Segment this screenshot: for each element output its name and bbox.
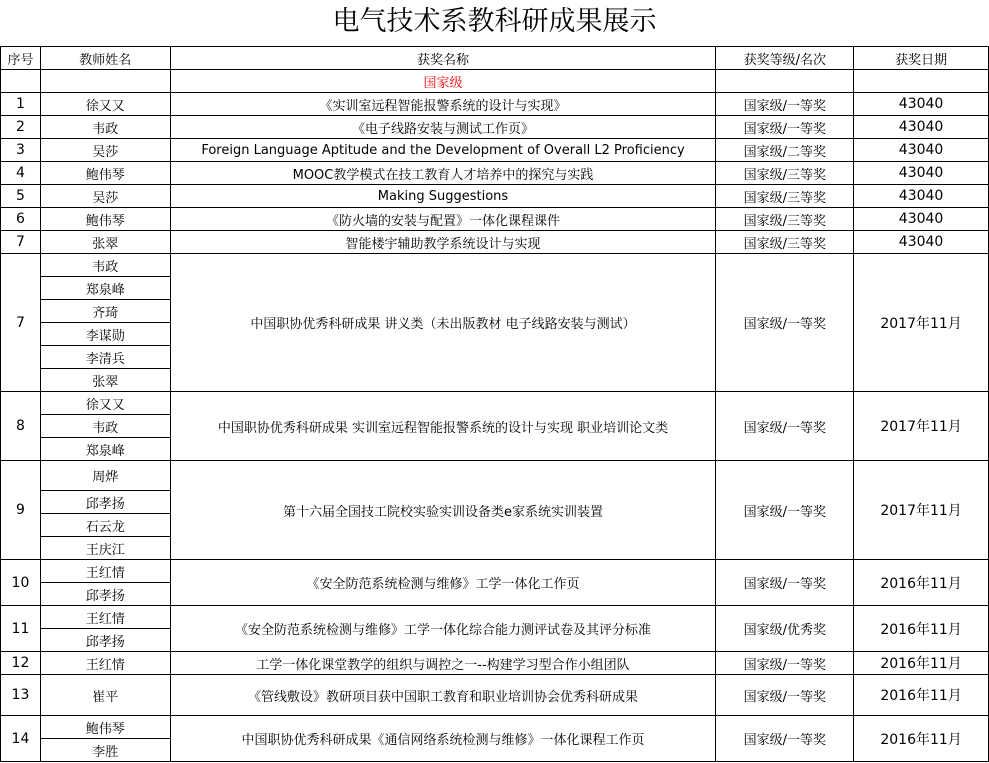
table-row (1, 606, 989, 629)
award-name: 工学一体化课堂教学的组织与调控之一--构建学习型合作小组团队 (170, 652, 716, 675)
award-name: Making Suggestions (170, 185, 716, 208)
award-name: MOOC教学模式在技工教育人才培养中的探究与实践 (170, 162, 716, 185)
teacher-name: 李胜 (40, 739, 170, 762)
award-name: 中国职协优秀科研成果《通信网络系统检测与维修》一体化课程工作页 (170, 716, 716, 762)
award-level: 国家级/二等奖 (716, 139, 854, 162)
row-index: 14 (1, 716, 41, 762)
teacher-name: 王红情 (40, 560, 170, 583)
teacher-name: 郑泉峰 (40, 438, 170, 461)
teacher-name: 邱孝扬 (40, 491, 170, 514)
award-level: 国家级/三等奖 (716, 208, 854, 231)
table-row (1, 461, 989, 491)
row-index: 8 (1, 392, 41, 461)
award-level: 国家级/一等奖 (716, 652, 854, 675)
award-name: 《实训室远程智能报警系统的设计与实现》 (170, 93, 716, 116)
teacher-name: 鲍伟琴 (40, 208, 170, 231)
teacher-name: 石云龙 (40, 514, 170, 537)
teacher-name: 韦政 (40, 254, 170, 277)
teacher-name: 王红情 (40, 652, 170, 675)
award-date: 43040 (854, 116, 989, 139)
teacher-name: 韦政 (40, 415, 170, 438)
award-name: Foreign Language Aptitude and the Development of Overall L2 Proficiency (170, 139, 716, 162)
award-date: 2016年11月 (854, 716, 989, 762)
teacher-name: 吴莎 (40, 185, 170, 208)
award-level: 国家级/一等奖 (716, 392, 854, 461)
teacher-name: 周烨 (40, 461, 170, 491)
row-index: 7 (1, 231, 41, 254)
award-level: 国家级/一等奖 (716, 716, 854, 762)
teacher-name: 徐又又 (40, 93, 170, 116)
teacher-name: 王红情 (40, 606, 170, 629)
row-index: 7 (1, 254, 41, 392)
award-date: 43040 (854, 231, 989, 254)
award-level: 国家级/一等奖 (716, 93, 854, 116)
header-row (1, 47, 989, 70)
award-name: 中国职协优秀科研成果 实训室远程智能报警系统的设计与实现 职业培训论文类 (170, 392, 716, 461)
teacher-name: 邱孝扬 (40, 583, 170, 606)
teacher-name: 郑泉峰 (40, 277, 170, 300)
table-row (1, 675, 989, 716)
teacher-name: 崔平 (40, 675, 170, 716)
table-row (1, 392, 989, 415)
award-date: 2017年11月 (854, 392, 989, 461)
teacher-name: 鲍伟琴 (40, 162, 170, 185)
table-row (1, 93, 989, 116)
teacher-name: 张翠 (40, 369, 170, 392)
teacher-name: 鲍伟琴 (40, 716, 170, 739)
award-level: 国家级/三等奖 (716, 185, 854, 208)
award-level: 国家级/一等奖 (716, 254, 854, 392)
award-date: 43040 (854, 139, 989, 162)
teacher-name: 张翠 (40, 231, 170, 254)
awards-table (0, 46, 989, 762)
section-label: 国家级 (170, 70, 716, 93)
award-name: 《防火墙的安装与配置》一体化课程课件 (170, 208, 716, 231)
table-row (1, 116, 989, 139)
award-name: 智能楼宇辅助教学系统设计与实现 (170, 231, 716, 254)
row-index: 3 (1, 139, 41, 162)
award-date: 2017年11月 (854, 254, 989, 392)
section-row (1, 70, 989, 93)
teacher-name: 李清兵 (40, 346, 170, 369)
award-level: 国家级/优秀奖 (716, 606, 854, 652)
row-index: 10 (1, 560, 41, 606)
page-title: 电气技术系教科研成果展示 (332, 6, 657, 37)
teacher-name: 王庆江 (40, 537, 170, 560)
award-date: 43040 (854, 185, 989, 208)
award-date: 2016年11月 (854, 606, 989, 652)
table-row (1, 139, 989, 162)
award-name: 《安全防范系统检测与维修》工学一体化综合能力测评试卷及其评分标准 (170, 606, 716, 652)
table-row (1, 231, 989, 254)
table-row (1, 254, 989, 277)
header-award-level: 获奖等级/名次 (716, 47, 854, 70)
table-row (1, 652, 989, 675)
award-date: 2017年11月 (854, 461, 989, 560)
award-level: 国家级/一等奖 (716, 461, 854, 560)
award-name: 《安全防范系统检测与维修》工学一体化工作页 (170, 560, 716, 606)
award-name: 《管线敷设》教研项目获中国职工教育和职业培训协会优秀科研成果 (170, 675, 716, 716)
table-row (1, 185, 989, 208)
award-date: 2016年11月 (854, 560, 989, 606)
teacher-name: 邱孝扬 (40, 629, 170, 652)
header-index: 序号 (1, 47, 41, 70)
table-row (1, 716, 989, 739)
teacher-name: 徐又又 (40, 392, 170, 415)
header-award-name: 获奖名称 (170, 47, 716, 70)
row-index: 1 (1, 93, 41, 116)
row-index: 6 (1, 208, 41, 231)
award-date: 43040 (854, 208, 989, 231)
row-index: 13 (1, 675, 41, 716)
award-date: 2016年11月 (854, 652, 989, 675)
award-date: 43040 (854, 93, 989, 116)
teacher-name: 吴莎 (40, 139, 170, 162)
award-level: 国家级/一等奖 (716, 560, 854, 606)
row-index: 12 (1, 652, 41, 675)
row-index: 11 (1, 606, 41, 652)
teacher-name: 韦政 (40, 116, 170, 139)
table-row (1, 162, 989, 185)
header-teacher: 教师姓名 (40, 47, 170, 70)
teacher-name: 齐琦 (40, 300, 170, 323)
row-index: 2 (1, 116, 41, 139)
award-name: 第十六届全国技工院校实验实训设备类e家系统实训装置 (170, 461, 716, 560)
table-row (1, 208, 989, 231)
award-level: 国家级/三等奖 (716, 231, 854, 254)
award-level: 国家级/一等奖 (716, 116, 854, 139)
award-name: 《电子线路安装与测试工作页》 (170, 116, 716, 139)
award-level: 国家级/一等奖 (716, 675, 854, 716)
award-date: 43040 (854, 162, 989, 185)
row-index: 9 (1, 461, 41, 560)
award-date: 2016年11月 (854, 675, 989, 716)
award-name: 中国职协优秀科研成果 讲义类（未出版教材 电子线路安装与测试） (170, 254, 716, 392)
row-index: 4 (1, 162, 41, 185)
award-level: 国家级/三等奖 (716, 162, 854, 185)
table-row (1, 560, 989, 583)
teacher-name: 李谋勋 (40, 323, 170, 346)
header-award-date: 获奖日期 (854, 47, 989, 70)
row-index: 5 (1, 185, 41, 208)
